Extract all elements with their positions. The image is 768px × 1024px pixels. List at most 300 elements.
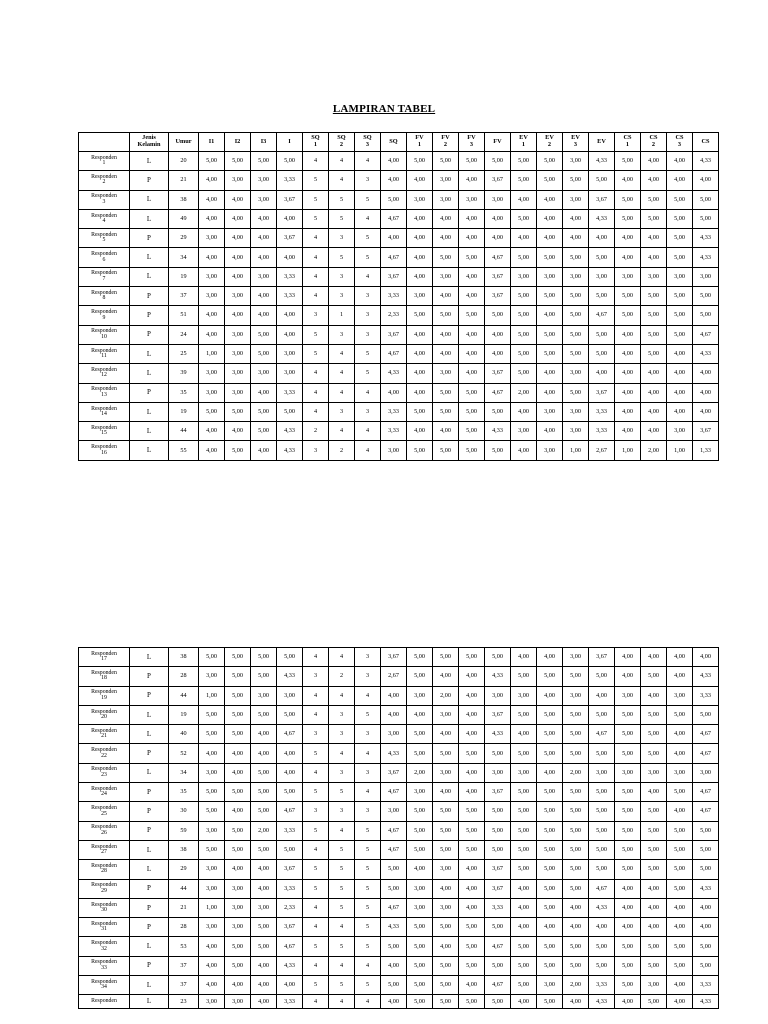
table-cell: 4,00: [459, 898, 485, 917]
table-cell: 2,00: [511, 383, 537, 402]
table-cell: L: [130, 344, 169, 363]
table-cell: 4,00: [511, 995, 537, 1009]
table-cell: 4,00: [589, 918, 615, 937]
table-cell: 4,00: [225, 802, 251, 821]
table-cell: 5,00: [563, 705, 589, 724]
table-cell: 5,00: [277, 648, 303, 667]
table-cell: 5: [303, 783, 329, 802]
table-cell: 38: [169, 648, 199, 667]
table-cell: 5,00: [485, 152, 511, 171]
table-cell: 3,67: [381, 763, 407, 782]
table-cell: 3: [355, 725, 381, 744]
table-cell: 4,33: [277, 956, 303, 975]
respondent-cell: Responden 16: [79, 441, 130, 460]
table-cell: 4,33: [693, 229, 719, 248]
table-cell: 3,00: [433, 267, 459, 286]
table-cell: 5: [303, 821, 329, 840]
table-cell: 4,00: [615, 422, 641, 441]
page-title: LAMPIRAN TABEL: [332, 103, 436, 115]
column-header: CS 3: [667, 133, 693, 152]
table-cell: 4: [303, 956, 329, 975]
table-cell: 4,00: [537, 190, 563, 209]
table-cell: 4,00: [641, 171, 667, 190]
respondent-cell: Responden 22: [79, 744, 130, 763]
table-cell: 5: [329, 783, 355, 802]
table-cell: 4,00: [381, 995, 407, 1009]
table-cell: 4,33: [589, 152, 615, 171]
table-cell: 4: [355, 995, 381, 1009]
table-cell: 2,33: [277, 898, 303, 917]
table-cell: P: [130, 956, 169, 975]
table-cell: 5,00: [459, 956, 485, 975]
table-cell: 3,33: [277, 287, 303, 306]
respondent-cell: Responden 17: [79, 648, 130, 667]
table-cell: 4,00: [641, 402, 667, 421]
table-cell: 3: [329, 287, 355, 306]
table-cell: 4,00: [511, 648, 537, 667]
table-cell: 5,00: [485, 441, 511, 460]
respondent-cell: Responden 13: [79, 383, 130, 402]
table-row: [79, 267, 719, 286]
table-cell: 4,67: [381, 783, 407, 802]
table-cell: 4,00: [615, 344, 641, 363]
table-cell: 3,00: [407, 898, 433, 917]
table-cell: 4,00: [225, 744, 251, 763]
table-cell: 4,00: [537, 648, 563, 667]
table-cell: 4: [329, 152, 355, 171]
table-cell: 4,00: [381, 383, 407, 402]
table-cell: 5: [329, 190, 355, 209]
column-header: FV 2: [433, 133, 459, 152]
table-cell: L: [130, 937, 169, 956]
table-cell: 3,00: [537, 976, 563, 995]
table-cell: 4,00: [251, 306, 277, 325]
table-cell: 4: [355, 209, 381, 228]
column-header: I2: [225, 133, 251, 152]
table-cell: 3,00: [563, 190, 589, 209]
table-cell: 4,00: [511, 190, 537, 209]
table-cell: 5,00: [667, 821, 693, 840]
table-cell: 3,67: [381, 648, 407, 667]
table-cell: 4,00: [667, 725, 693, 744]
table-cell: 4,00: [641, 248, 667, 267]
table-cell: L: [130, 152, 169, 171]
table-cell: 5,00: [667, 879, 693, 898]
table-cell: 2,00: [563, 976, 589, 995]
table-cell: 38: [169, 840, 199, 859]
table-cell: 5,00: [537, 937, 563, 956]
table-cell: 4,00: [459, 860, 485, 879]
respondent-cell: Responden 27: [79, 840, 130, 859]
table-cell: 4,00: [381, 705, 407, 724]
table-cell: 4,67: [485, 937, 511, 956]
table-cell: 3,00: [407, 783, 433, 802]
table-cell: 4,00: [693, 364, 719, 383]
table-cell: 5,00: [641, 937, 667, 956]
table-cell: 52: [169, 744, 199, 763]
table-cell: 5,00: [381, 937, 407, 956]
table-cell: 5,00: [589, 744, 615, 763]
table-cell: 5,00: [433, 648, 459, 667]
table-cell: 3,00: [277, 364, 303, 383]
table-cell: 5,00: [511, 306, 537, 325]
table-cell: 4,67: [277, 937, 303, 956]
table-cell: 3,00: [407, 190, 433, 209]
table-cell: 3,00: [199, 918, 225, 937]
table-cell: 4,00: [537, 209, 563, 228]
table-cell: 3,67: [485, 267, 511, 286]
table-cell: 5,00: [407, 441, 433, 460]
table-cell: 4,00: [433, 229, 459, 248]
table-cell: 4: [303, 648, 329, 667]
table-cell: 4,00: [433, 725, 459, 744]
table-cell: 4,00: [589, 229, 615, 248]
table-row: [79, 152, 719, 171]
table-cell: 4,00: [615, 995, 641, 1009]
table-cell: 3,00: [537, 402, 563, 421]
table-cell: 4,00: [667, 995, 693, 1009]
table-cell: 5,00: [641, 956, 667, 975]
table-cell: 4,00: [563, 898, 589, 917]
table-row: [79, 383, 719, 402]
table-cell: 44: [169, 422, 199, 441]
table-cell: 3,00: [199, 860, 225, 879]
table-cell: 4,00: [615, 325, 641, 344]
table-cell: 5,00: [251, 325, 277, 344]
table-cell: 5,00: [225, 725, 251, 744]
table-cell: 5,00: [537, 802, 563, 821]
table-cell: 4,00: [459, 267, 485, 286]
table-cell: 3,00: [199, 287, 225, 306]
table-cell: 5,00: [615, 744, 641, 763]
table-cell: 4,00: [537, 364, 563, 383]
table-cell: 3,00: [381, 725, 407, 744]
table-cell: 4: [329, 422, 355, 441]
table-cell: 5,00: [433, 821, 459, 840]
table-cell: 21: [169, 171, 199, 190]
table-row: [79, 995, 719, 1009]
table-cell: 4,33: [693, 879, 719, 898]
table-cell: 34: [169, 248, 199, 267]
table-cell: 4: [303, 763, 329, 782]
table-cell: 4: [303, 898, 329, 917]
table-cell: 4: [329, 995, 355, 1009]
table-cell: 4,00: [615, 171, 641, 190]
table-cell: 5: [329, 976, 355, 995]
table-cell: 5,00: [511, 152, 537, 171]
header-row: [79, 133, 719, 152]
table-cell: 4,00: [511, 918, 537, 937]
table-cell: 3,33: [277, 383, 303, 402]
table-cell: 4,00: [407, 171, 433, 190]
table-cell: 5,00: [407, 402, 433, 421]
table-cell: 55: [169, 441, 199, 460]
table-cell: 4,00: [615, 248, 641, 267]
respondent-cell: Responden 1: [79, 152, 130, 171]
table-cell: 5,00: [667, 229, 693, 248]
column-header: SQ 1: [303, 133, 329, 152]
table-cell: 5,00: [641, 306, 667, 325]
table-cell: 4,00: [433, 937, 459, 956]
table-cell: 4,67: [693, 744, 719, 763]
table-row: [79, 918, 719, 937]
table-cell: 5,00: [433, 248, 459, 267]
table-cell: 3: [355, 763, 381, 782]
column-header: FV 3: [459, 133, 485, 152]
table-cell: 1,00: [199, 344, 225, 363]
table-cell: 3,00: [199, 763, 225, 782]
table-cell: 4,00: [277, 976, 303, 995]
table-cell: 3,33: [485, 898, 511, 917]
table-cell: 4: [329, 956, 355, 975]
table-cell: 3,00: [199, 667, 225, 686]
table-cell: 4: [303, 686, 329, 705]
table-cell: 5,00: [615, 152, 641, 171]
table-cell: 3,00: [199, 383, 225, 402]
table-cell: 4,00: [277, 209, 303, 228]
table-cell: 3,00: [225, 287, 251, 306]
table-cell: 5,00: [459, 918, 485, 937]
table-cell: 4,00: [225, 190, 251, 209]
table-cell: 37: [169, 287, 199, 306]
table-cell: 5,00: [511, 821, 537, 840]
table-cell: 3,67: [485, 783, 511, 802]
table-cell: 5,00: [459, 422, 485, 441]
table-cell: 5,00: [589, 344, 615, 363]
table-cell: 4,00: [693, 383, 719, 402]
table-cell: 3,00: [667, 422, 693, 441]
table-cell: 4,00: [407, 344, 433, 363]
table-cell: 5,00: [225, 648, 251, 667]
column-header: FV: [485, 133, 511, 152]
table-cell: 3,00: [459, 190, 485, 209]
table-cell: 5,00: [225, 667, 251, 686]
table-cell: 5,00: [251, 802, 277, 821]
table-cell: 4: [329, 648, 355, 667]
table-cell: 4,33: [381, 364, 407, 383]
table-cell: 5,00: [563, 783, 589, 802]
table-cell: 3,00: [641, 763, 667, 782]
table-cell: 4,00: [277, 763, 303, 782]
table-cell: 5: [355, 918, 381, 937]
table-cell: 4,00: [251, 744, 277, 763]
table-cell: 5,00: [563, 802, 589, 821]
table-cell: 5,00: [563, 325, 589, 344]
table-row: [79, 209, 719, 228]
table-cell: 4,67: [589, 725, 615, 744]
table-cell: 3: [329, 725, 355, 744]
table-cell: 3,00: [667, 267, 693, 286]
table-cell: 5,00: [537, 995, 563, 1009]
table-cell: 3,00: [563, 648, 589, 667]
table-cell: 5,00: [615, 956, 641, 975]
table-cell: 4,00: [199, 956, 225, 975]
table-cell: 3,00: [199, 821, 225, 840]
table-cell: 4,67: [589, 306, 615, 325]
table-cell: 20: [169, 152, 199, 171]
table-cell: L: [130, 763, 169, 782]
table-cell: 3: [329, 705, 355, 724]
table-cell: 5,00: [615, 209, 641, 228]
table-cell: 4,00: [693, 918, 719, 937]
table-cell: 5,00: [511, 840, 537, 859]
table-cell: 5,00: [615, 725, 641, 744]
table-cell: 5,00: [537, 898, 563, 917]
table-cell: 37: [169, 976, 199, 995]
table-cell: 4,00: [225, 976, 251, 995]
table-cell: 1,00: [667, 441, 693, 460]
table-cell: 4,00: [563, 209, 589, 228]
table-cell: L: [130, 441, 169, 460]
table-cell: 5: [329, 879, 355, 898]
table-cell: 4,00: [251, 383, 277, 402]
table-cell: 5,00: [667, 937, 693, 956]
table-cell: 4: [329, 821, 355, 840]
table-cell: 4,00: [199, 937, 225, 956]
table-cell: 5,00: [693, 860, 719, 879]
table-cell: 4,00: [589, 686, 615, 705]
table-cell: 5,00: [485, 744, 511, 763]
table-cell: 5,00: [693, 209, 719, 228]
table-cell: 3,67: [589, 190, 615, 209]
table-cell: 5,00: [589, 937, 615, 956]
table-cell: 3: [303, 441, 329, 460]
table-cell: 4,00: [563, 229, 589, 248]
table-cell: 4,00: [433, 209, 459, 228]
table-row: [79, 306, 719, 325]
table-cell: 5,00: [459, 383, 485, 402]
table-cell: 5,00: [251, 918, 277, 937]
table-cell: 4,00: [225, 763, 251, 782]
table-cell: 5: [303, 744, 329, 763]
table-cell: 4,00: [199, 976, 225, 995]
table-cell: 4,33: [485, 667, 511, 686]
table-cell: 3,00: [433, 364, 459, 383]
table-cell: 5,00: [381, 976, 407, 995]
table-cell: 3,00: [277, 686, 303, 705]
table-cell: 3,33: [693, 976, 719, 995]
table-cell: 4,00: [407, 364, 433, 383]
table-cell: 4,00: [459, 763, 485, 782]
respondent-table-2: [78, 647, 719, 1009]
table-cell: 4,00: [537, 383, 563, 402]
table-cell: 4,00: [537, 686, 563, 705]
table-cell: 3,00: [511, 422, 537, 441]
table-cell: 5,00: [615, 705, 641, 724]
table-cell: 3,00: [199, 364, 225, 383]
table-cell: 5,00: [381, 879, 407, 898]
table-cell: 4,67: [693, 725, 719, 744]
table-cell: 3,00: [511, 686, 537, 705]
table-cell: 19: [169, 705, 199, 724]
table-cell: 5,00: [615, 802, 641, 821]
table-cell: 5,00: [667, 783, 693, 802]
table-cell: 5,00: [615, 821, 641, 840]
table-cell: 4,00: [199, 248, 225, 267]
table-cell: 3,00: [537, 267, 563, 286]
table-cell: 3,00: [225, 995, 251, 1009]
table-cell: 4,00: [511, 229, 537, 248]
table-cell: 4,00: [667, 918, 693, 937]
table-cell: 5,00: [537, 840, 563, 859]
table-cell: 4,33: [277, 441, 303, 460]
table-cell: 3,00: [199, 267, 225, 286]
table-cell: 3,00: [485, 190, 511, 209]
table-cell: 4,00: [459, 229, 485, 248]
table-cell: 4: [303, 248, 329, 267]
table-cell: 3,00: [537, 441, 563, 460]
table-cell: 3,33: [277, 821, 303, 840]
table-cell: 44: [169, 686, 199, 705]
table-cell: 35: [169, 783, 199, 802]
table-cell: 4,00: [537, 306, 563, 325]
table-cell: P: [130, 821, 169, 840]
table-cell: 4,00: [199, 209, 225, 228]
table-cell: 4,00: [407, 267, 433, 286]
table-cell: 3: [303, 306, 329, 325]
table-cell: 2,00: [433, 686, 459, 705]
table-cell: 5: [355, 879, 381, 898]
table-cell: 5,00: [537, 171, 563, 190]
table-cell: 5,00: [563, 248, 589, 267]
table-row: [79, 344, 719, 363]
table-cell: 4,00: [251, 995, 277, 1009]
table-cell: 44: [169, 879, 199, 898]
table-cell: 4,00: [563, 995, 589, 1009]
table-row: [79, 956, 719, 975]
table-cell: P: [130, 686, 169, 705]
table-cell: 4,33: [485, 725, 511, 744]
respondent-cell: Responden 3: [79, 190, 130, 209]
table-cell: 1,00: [199, 898, 225, 917]
table-cell: 4,00: [381, 956, 407, 975]
table-cell: 3,00: [381, 802, 407, 821]
table-cell: 4,00: [251, 879, 277, 898]
table-cell: 5,00: [459, 802, 485, 821]
table-cell: 4,00: [459, 686, 485, 705]
table-cell: 4,00: [251, 287, 277, 306]
table-cell: 3,33: [589, 402, 615, 421]
table-cell: 4: [303, 152, 329, 171]
table-cell: 4,33: [485, 422, 511, 441]
table-cell: 4,00: [667, 648, 693, 667]
table-cell: 3,00: [433, 763, 459, 782]
table-cell: 28: [169, 667, 199, 686]
table-cell: 5,00: [641, 344, 667, 363]
table-cell: 5,00: [485, 918, 511, 937]
table-cell: 3,33: [277, 995, 303, 1009]
table-cell: 5,00: [563, 171, 589, 190]
table-cell: 5,00: [641, 725, 667, 744]
table-cell: 4,00: [641, 879, 667, 898]
table-row: [79, 725, 719, 744]
table-cell: 4,00: [667, 976, 693, 995]
table-cell: 5,00: [433, 995, 459, 1009]
table-row: [79, 190, 719, 209]
table-cell: 3,67: [485, 860, 511, 879]
column-header: [79, 133, 130, 152]
table-cell: 4,00: [641, 918, 667, 937]
table-cell: 5,00: [225, 937, 251, 956]
table-cell: 5: [329, 248, 355, 267]
table-cell: 5,00: [537, 725, 563, 744]
table-cell: 4,33: [589, 898, 615, 917]
table-cell: 3,67: [277, 918, 303, 937]
table-row: [79, 364, 719, 383]
table-cell: 5,00: [251, 402, 277, 421]
table-cell: 4,00: [693, 402, 719, 421]
table-cell: 4,00: [199, 441, 225, 460]
